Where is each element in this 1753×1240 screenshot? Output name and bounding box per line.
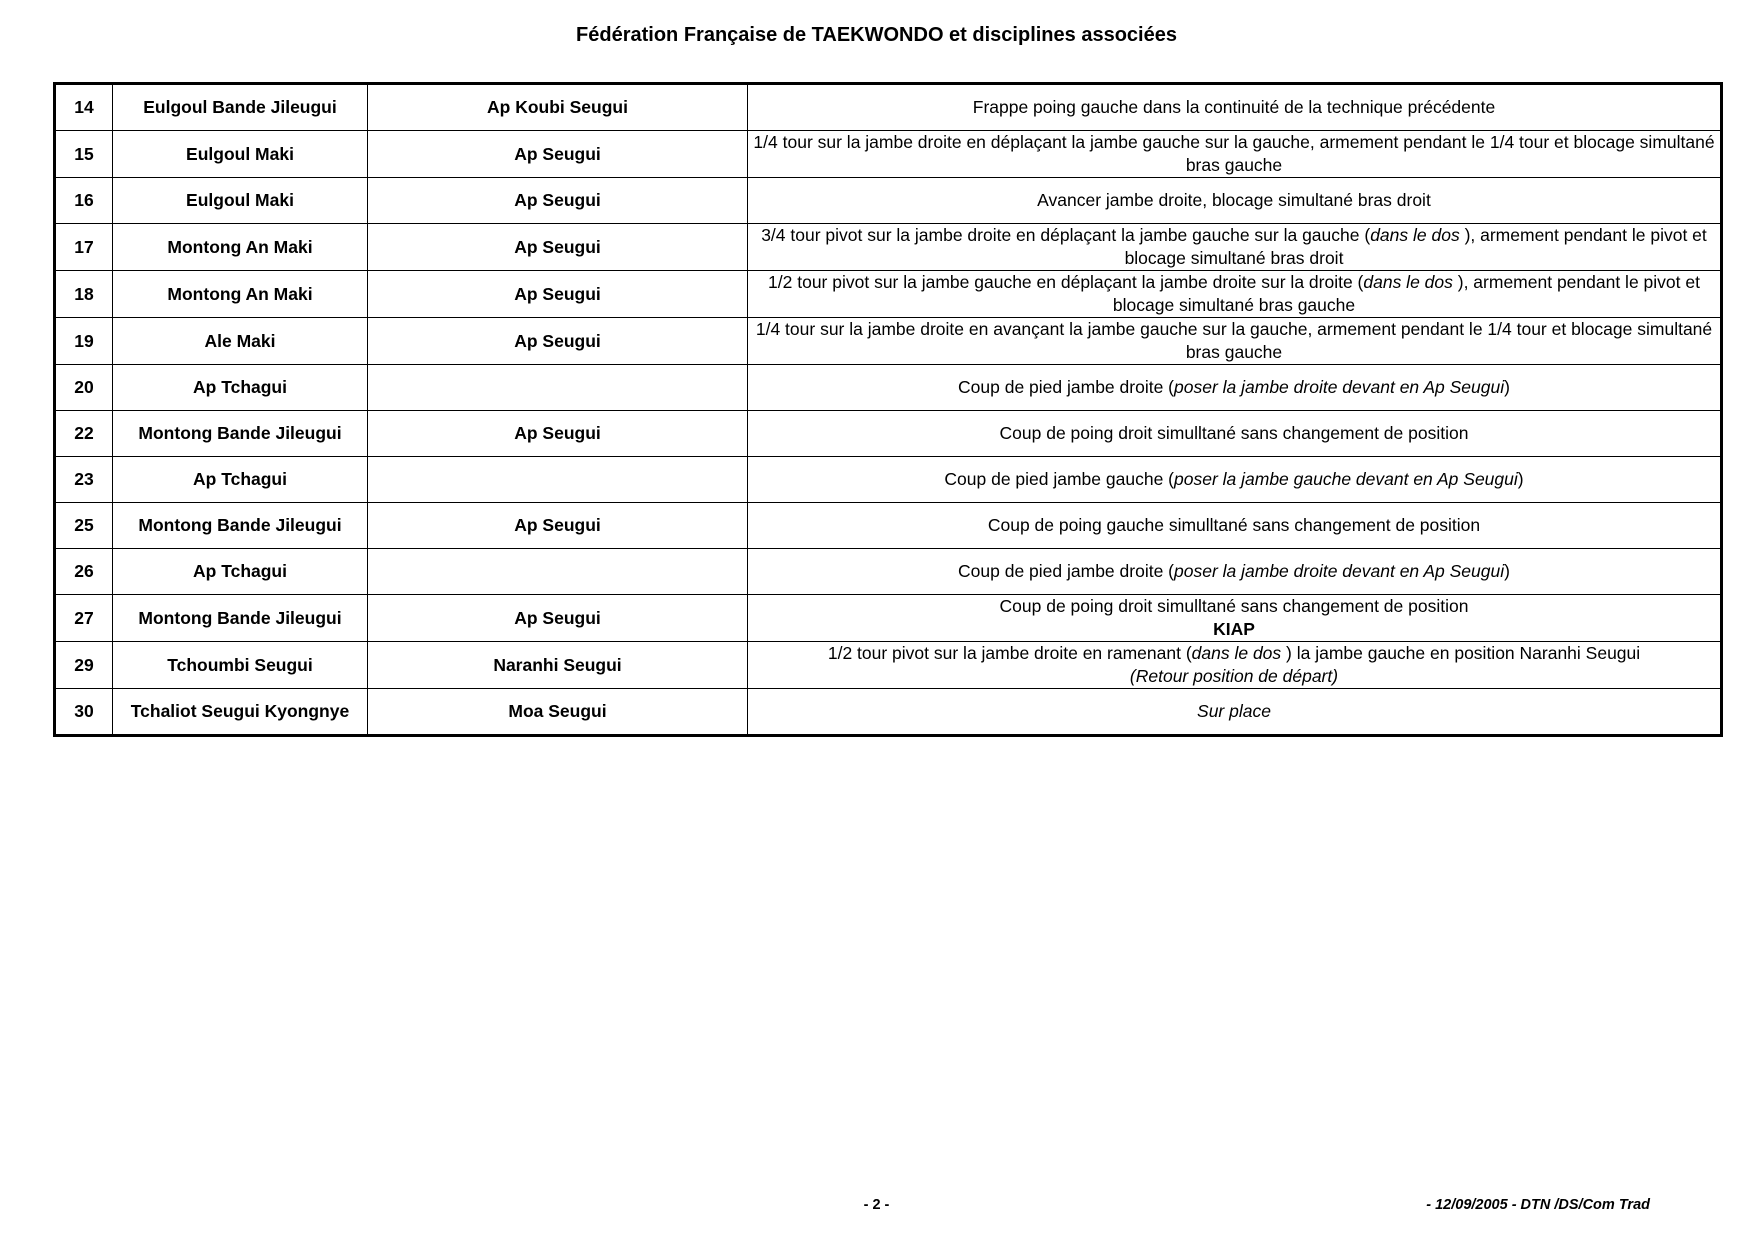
technique-cell: Ap Tchagui	[113, 457, 368, 503]
position-cell: Ap Seugui	[368, 503, 748, 549]
technique-cell: Montong An Maki	[113, 271, 368, 318]
description-text: 1/2 tour pivot sur la jambe gauche en déplaçant la jambe droite sur la droite (	[768, 272, 1364, 292]
step-number-cell: 27	[55, 595, 113, 642]
technique-cell: Tchaliot Seugui Kyongnye	[113, 689, 368, 736]
table-row	[55, 595, 1722, 642]
technique-cell: Montong Bande Jileugui	[113, 503, 368, 549]
step-number-cell: 23	[55, 457, 113, 503]
description-text: dans le dos	[1370, 225, 1460, 245]
technique-cell: Tchoumbi Seugui	[113, 642, 368, 689]
step-number-cell: 20	[55, 365, 113, 411]
description-text: Coup de poing gauche simulltané sans changement de position	[987, 515, 1481, 535]
table-row	[55, 131, 1722, 178]
position-cell: Ap Seugui	[368, 318, 748, 365]
description-text: Sur place	[1197, 701, 1271, 721]
description-text: ) la jambe gauche en position Naranhi Seugui	[1281, 643, 1641, 663]
table-row	[55, 365, 1722, 411]
description-text: poser la jambe gauche devant en Ap Seugui	[1174, 469, 1518, 489]
description-cell	[748, 178, 1722, 224]
position-cell: Moa Seugui	[368, 689, 748, 736]
step-number-cell: 15	[55, 131, 113, 178]
kiap-label: KIAP	[1213, 619, 1255, 639]
description-text: Coup de poing droit simulltané sans changement de position	[999, 423, 1469, 443]
step-number-cell: 16	[55, 178, 113, 224]
table-row	[55, 503, 1722, 549]
step-number-cell: 22	[55, 411, 113, 457]
step-number-cell: 18	[55, 271, 113, 318]
footer-reference: - 12/09/2005 - DTN /DS/Com Trad	[1426, 1197, 1650, 1213]
position-cell: Ap Seugui	[368, 595, 748, 642]
description-text: Avancer jambe droite, blocage simultané bras droit	[1037, 190, 1431, 210]
table-row	[55, 457, 1722, 503]
technique-cell: Ap Tchagui	[113, 365, 368, 411]
position-cell	[368, 457, 748, 503]
description-cell	[748, 689, 1722, 736]
position-cell	[368, 365, 748, 411]
technique-cell: Montong Bande Jileugui	[113, 595, 368, 642]
description-text: poser la jambe droite devant en Ap Seugui	[1174, 377, 1505, 397]
table-row	[55, 318, 1722, 365]
description-text: Coup de pied jambe gauche (	[944, 469, 1174, 489]
step-number-cell: 30	[55, 689, 113, 736]
position-cell: Ap Seugui	[368, 224, 748, 271]
description-text: ), armement pendant le pivot et blocage simultané bras droit	[1124, 225, 1707, 268]
step-number-cell: 25	[55, 503, 113, 549]
technique-cell: Ale Maki	[113, 318, 368, 365]
description-text: )	[1517, 469, 1524, 489]
description-cell	[748, 224, 1722, 271]
table-row	[55, 642, 1722, 689]
technique-cell: Eulgoul Maki	[113, 131, 368, 178]
position-cell: Ap Koubi Seugui	[368, 84, 748, 131]
description-cell	[748, 411, 1722, 457]
document-title: Fédération Française de TAEKWONDO et disciplines associées	[576, 24, 1177, 46]
step-number-cell: 17	[55, 224, 113, 271]
description-text: Coup de poing droit simulltané sans changement de position	[999, 596, 1469, 616]
description-cell	[748, 271, 1722, 318]
description-text: )	[1504, 561, 1510, 581]
technique-cell: Eulgoul Bande Jileugui	[113, 84, 368, 131]
technique-cell: Eulgoul Maki	[113, 178, 368, 224]
step-number-cell: 26	[55, 549, 113, 595]
table-row	[55, 271, 1722, 318]
description-text: poser la jambe droite devant en Ap Seugui	[1174, 561, 1505, 581]
description-cell	[748, 503, 1722, 549]
kata-steps-table	[53, 82, 1723, 737]
description-cell	[748, 365, 1722, 411]
position-cell: Ap Seugui	[368, 411, 748, 457]
description-text: 1/2 tour pivot sur la jambe droite en ramenant (	[827, 643, 1192, 663]
page-number: - 2 -	[863, 1197, 890, 1213]
position-cell: Ap Seugui	[368, 271, 748, 318]
description-cell	[748, 642, 1722, 689]
description-cell	[748, 318, 1722, 365]
technique-cell: Ap Tchagui	[113, 549, 368, 595]
position-cell: Ap Seugui	[368, 131, 748, 178]
description-cell	[748, 457, 1722, 503]
table-row	[55, 84, 1722, 131]
position-cell	[368, 549, 748, 595]
table-row	[55, 411, 1722, 457]
description-cell	[748, 131, 1722, 178]
description-text: Coup de pied jambe droite (	[958, 377, 1174, 397]
description-text: Coup de pied jambe droite (	[958, 561, 1174, 581]
description-text: 3/4 tour pivot sur la jambe droite en déplaçant la jambe gauche sur la gauche (	[761, 225, 1371, 245]
step-number-cell: 14	[55, 84, 113, 131]
description-cell	[748, 84, 1722, 131]
description-text: )	[1504, 377, 1510, 397]
table-body	[55, 84, 1722, 736]
position-cell: Ap Seugui	[368, 178, 748, 224]
technique-cell: Montong An Maki	[113, 224, 368, 271]
description-text: Frappe poing gauche dans la continuité de la technique précédente	[972, 97, 1496, 117]
table-row	[55, 549, 1722, 595]
description-cell	[748, 595, 1722, 642]
table-row	[55, 224, 1722, 271]
table-row	[55, 178, 1722, 224]
description-text: 1/4 tour sur la jambe droite en déplaçant la jambe gauche sur la gauche, armement pendant le 1/4 tour et blocage simultané bras gauche	[753, 132, 1715, 175]
position-cell: Naranhi Seugui	[368, 642, 748, 689]
description-text: ), armement pendant le pivot et blocage simultané bras gauche	[1112, 272, 1700, 315]
step-number-cell: 29	[55, 642, 113, 689]
description-text: (Retour position de départ)	[1129, 666, 1339, 686]
table-row	[55, 689, 1722, 736]
description-text: dans le dos	[1363, 272, 1453, 292]
description-text: dans le dos	[1191, 643, 1282, 663]
description-text: 1/4 tour sur la jambe droite en avançant la jambe gauche sur la gauche, armement pendant le 1/4 tour et blocage simultané bras gauche	[755, 319, 1713, 362]
step-number-cell: 19	[55, 318, 113, 365]
description-cell	[748, 549, 1722, 595]
technique-cell: Montong Bande Jileugui	[113, 411, 368, 457]
